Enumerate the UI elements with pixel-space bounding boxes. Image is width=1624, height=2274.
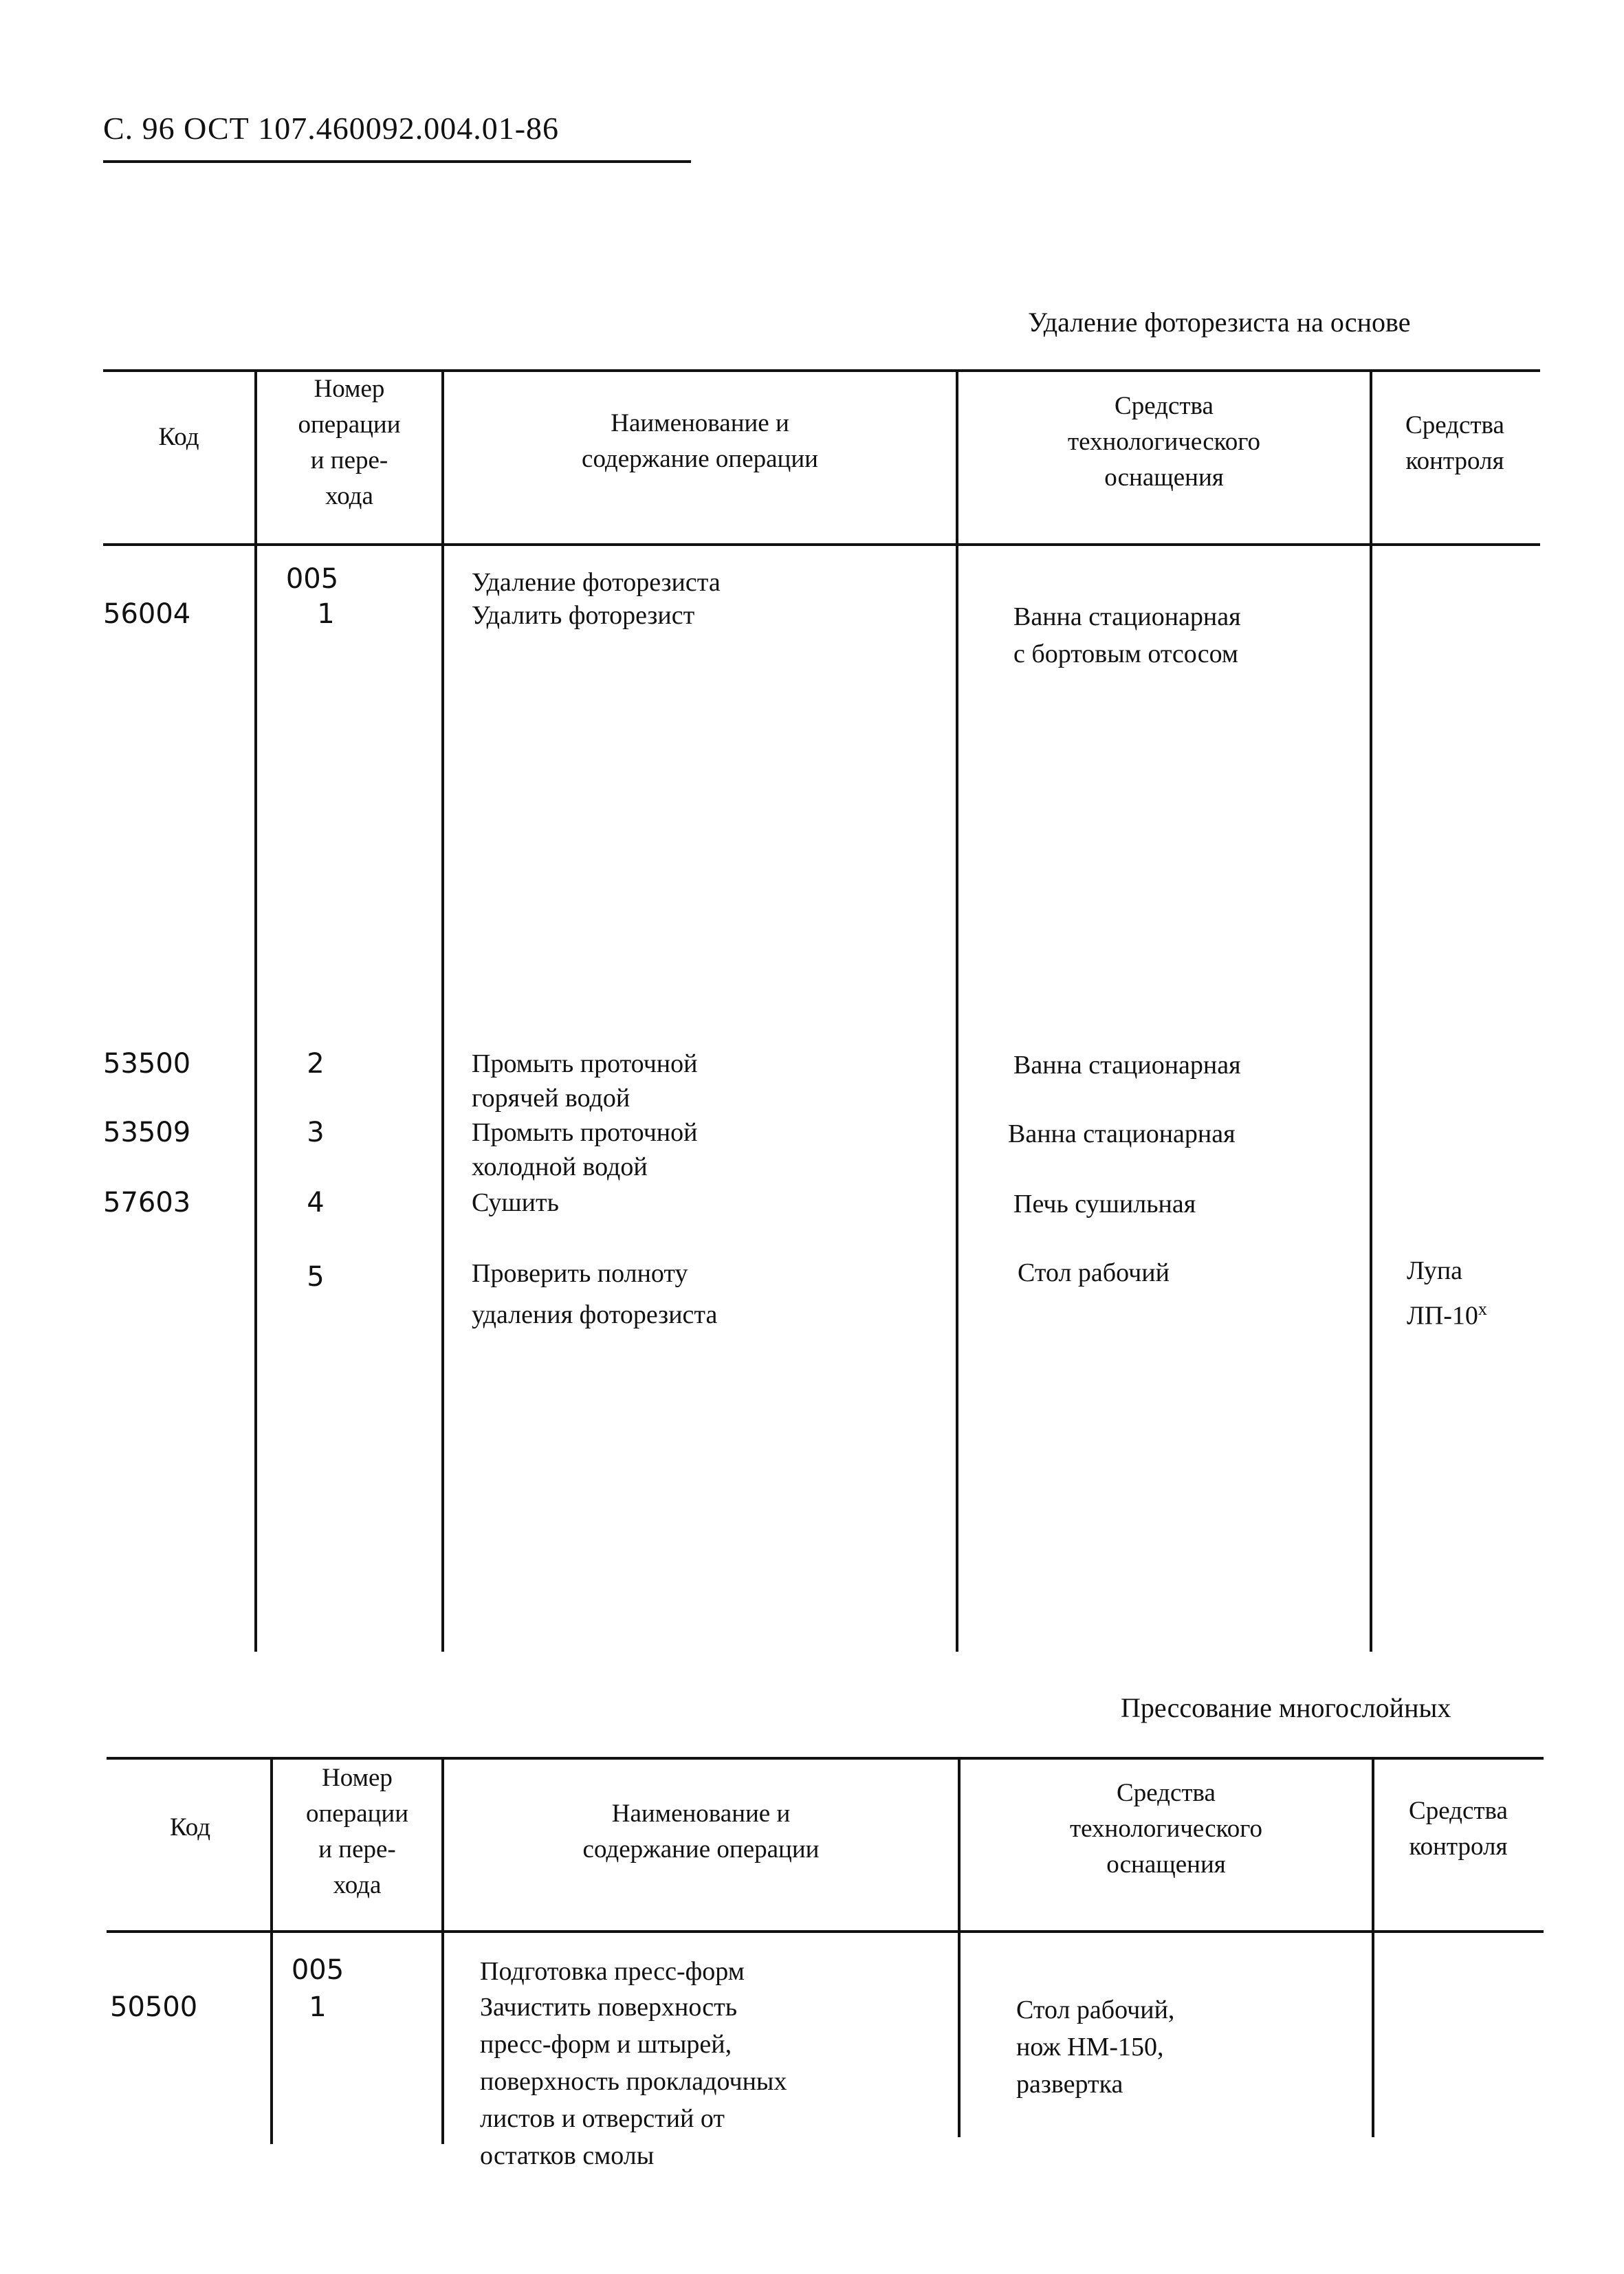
table1-row-name: Промыть проточной горячей водой	[472, 1049, 698, 1113]
table2-header-opnum: Номер операции и пере- хода	[305, 1764, 409, 1899]
table1-header-control: Средства контроля	[1405, 411, 1504, 475]
table1-row-equip: Стол рабочий	[1018, 1258, 1170, 1287]
table1-row-equip: Ванна стационарная	[1013, 1051, 1241, 1080]
table1-row-name: Промыть проточной холодной водой	[472, 1118, 698, 1181]
table1-row-num: 3	[307, 1117, 325, 1148]
table2-row-equip: Стол рабочий, нож НМ-150, развертка	[1016, 1996, 1175, 2099]
table1-row-code: 53500	[103, 1048, 191, 1080]
table1-row-num: 2	[307, 1048, 325, 1080]
table1-op-title: Удаление фоторезиста	[472, 568, 721, 597]
table2-header-control: Средства контроля	[1409, 1797, 1508, 1861]
section2-title: Прессование многослойных	[1121, 1692, 1451, 1723]
table1-header-opnum: Номер операции и пере- хода	[298, 375, 401, 510]
section1-title: Удаление фоторезиста на основе	[1028, 307, 1411, 338]
table2-row-code: 50500	[110, 1991, 198, 2023]
table2-header-code: Код	[169, 1813, 211, 1841]
table1-header-rule	[103, 543, 1540, 546]
table2-row-num: 1	[309, 1991, 327, 2023]
table1-col-divider	[441, 371, 444, 1652]
table1-row-num: 5	[307, 1261, 325, 1293]
table1-header-name: Наименование и содержание операции	[582, 409, 818, 473]
control-text: Лупа ЛП-10	[1407, 1256, 1478, 1331]
table2-header-equip: Средства технологического оснащения	[1069, 1779, 1263, 1879]
table2-op-title: Подготовка пресс-форм	[480, 1957, 745, 1986]
table1-col-divider	[956, 371, 958, 1652]
table1-row-code: 53509	[103, 1117, 191, 1148]
table2-row-name: Зачистить поверхность пресс-форм и штырей, поверхность прокладочных листов и отверстий от остатков смолы	[480, 1993, 787, 2170]
table1-row-name: Проверить полноту удаления фоторезиста	[472, 1259, 718, 1329]
table2-top-rule	[107, 1757, 1544, 1760]
table2-header-name: Наименование и содержание операции	[582, 1800, 820, 1863]
page-header-underline	[103, 160, 691, 163]
control-superscript: x	[1478, 1299, 1487, 1319]
table1-header-equip: Средства технологического оснащения	[1067, 392, 1261, 492]
table1-row-num: 1	[317, 598, 335, 630]
table1-row-name: Удалить фоторезист	[472, 601, 695, 630]
table1-op-number: 005	[285, 563, 339, 595]
table1-row-equip: Печь сушильная	[1013, 1190, 1196, 1218]
table1-row-equip: Ванна стационарная с бортовым отсосом	[1013, 602, 1241, 668]
table1-row-name: Сушить	[472, 1188, 559, 1217]
table1-row-code: 57603	[103, 1187, 191, 1218]
table1-row-control	[1407, 1251, 1487, 1335]
table1-header-code: Код	[158, 423, 199, 451]
table1-col-divider	[1370, 371, 1372, 1652]
table1-row-num: 4	[307, 1187, 325, 1218]
table2-header-rule	[107, 1930, 1544, 1933]
table2-op-number: 005	[291, 1954, 344, 1986]
table1-row-code: 56004	[103, 598, 191, 630]
page-header: С. 96 ОСТ 107.460092.004.01-86	[103, 111, 560, 146]
table1-row-equip: Ванна стационарная	[1008, 1119, 1236, 1148]
